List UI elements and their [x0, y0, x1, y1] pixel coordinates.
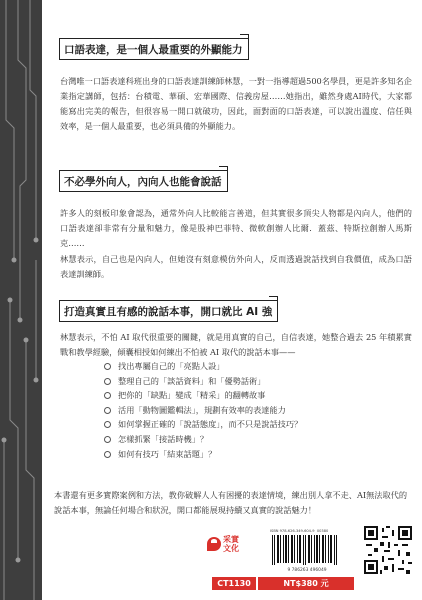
list-item: 找出專屬自己的「亮點人設」 — [104, 359, 394, 374]
section-header-text: 不必學外向人，內向人也能會說話 — [64, 175, 222, 188]
list-item: 怎樣抓緊「接話時機」？ — [104, 432, 394, 447]
list-item: 如何掌握正確的「說話態度」，而不只是說話技巧？ — [104, 417, 394, 432]
section-2-paragraph-2: 林慧表示，自己也是內向人，但她沒有刻意模仿外向人，反而透過說話找到自我價值，成為口語表達訓練師。 — [60, 254, 412, 279]
section-header-2 — [64, 170, 222, 192]
price-label: NT$380 元 — [258, 577, 354, 590]
main-content — [42, 0, 422, 600]
section-header-text: 口語表達，是一個人最重要的外顯能力 — [64, 43, 243, 56]
price-code: 00380 — [316, 529, 329, 533]
list-item: 活用「動物圖鑑輯法」，規劃有效率的表達能力 — [104, 403, 394, 418]
publisher-logo — [207, 533, 251, 569]
list-item: 如何有技巧「結束話題」？ — [104, 447, 394, 462]
section-header-text: 打造真實且有感的說話本事，開口就比 AI 強 — [64, 305, 273, 318]
publisher-logo-icon — [207, 537, 221, 551]
section-3-paragraph: 林慧表示，不怕 AI 取代很重要的關鍵，就是用真實的自己，自信表達，她整合過去 25 年積累實戰和教學經驗，傾囊相授如何練出不怕被 AI 取代的說話本事—— — [60, 332, 412, 357]
series-code-label: CT1130 — [212, 577, 256, 590]
bullet-circle-icon — [104, 436, 111, 443]
circuit-pattern-icon — [0, 0, 42, 600]
list-item: 整理自己的「談話資料」和「優勢話術」 — [104, 374, 394, 389]
bullet-circle-icon — [104, 363, 111, 370]
publisher-brand: 采實文化 — [223, 535, 239, 553]
isbn-barcode — [270, 529, 344, 575]
bullet-circle-icon — [104, 451, 111, 458]
section-header-3 — [64, 300, 272, 322]
tips-list — [104, 359, 394, 461]
circuit-sidebar — [0, 0, 42, 600]
isbn-digits: 9 786263 496049 — [287, 568, 327, 573]
list-item: 把你的「缺點」變成「精采」的翻轉故事 — [104, 388, 394, 403]
bullet-circle-icon — [104, 378, 111, 385]
section-header-1 — [64, 38, 243, 60]
section-1-paragraph: 台灣唯一口語表達科班出身的口語表達訓練師林慧，一對一指導超過500名學員，更是許多知名企業指定講師，包括：台積電、華碩、宏華國際、信義房屋……她指出，雖然身處AI時代，大家都能寫出完美的報告，但很容易一開口就破功，因此，面對面的口語表達，可以說出溫度、信任與效率，是一個人最重要，也必須具備的外顯能力。 — [60, 76, 412, 131]
bullet-circle-icon — [104, 407, 111, 414]
closing-paragraph: 本書還有更多實際案例和方法，教你破解人人有困擾的表達情境，練出別人拿不走、AI無法取代的說話本事，無論任何場合和狀況，開口都能展現持續又真實的說話魅力！ — [54, 490, 408, 515]
qr-code-icon — [364, 526, 412, 574]
section-2-paragraph-1: 許多人的刻板印象會認為，通常外向人比較能言善道，但其實很多頂尖人物都是內向人，他們的口語表達卻非常有分量和魅力，像是股神巴菲特、微軟創辦人比爾．蓋茲、特斯拉創辦人馬斯克…… — [60, 208, 412, 248]
barcode-icon — [270, 535, 344, 569]
bullet-circle-icon — [104, 392, 111, 399]
bullet-circle-icon — [104, 421, 111, 428]
isbn-line-1: ISBN 978-626-349-604-9 00380 — [270, 529, 329, 533]
